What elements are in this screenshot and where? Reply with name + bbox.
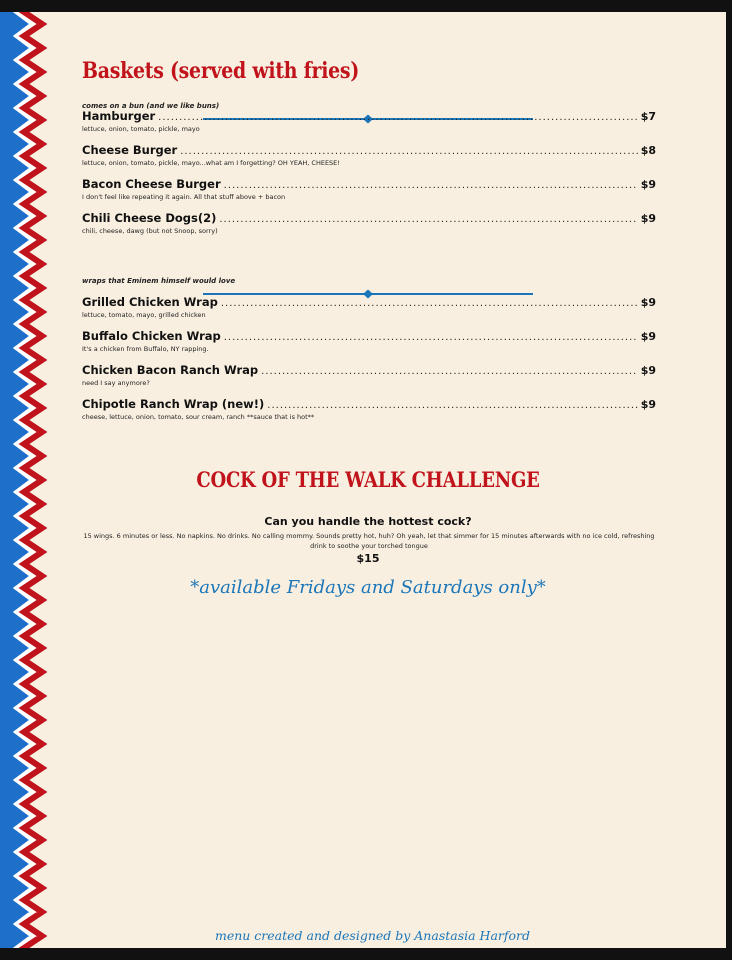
item-price: $8 [640,144,656,157]
menu-item-grilled-chicken-wrap [82,295,656,319]
menu-item-chili-cheese-dogs [82,211,656,235]
leader-dots [261,366,638,377]
item-name: Hamburger [82,109,156,123]
item-price: $9 [640,296,656,309]
zigzag-border [0,12,50,948]
item-price: $9 [640,398,656,411]
leader-dots [224,332,638,343]
item-name: Grilled Chicken Wrap [82,295,218,309]
item-name: Chili Cheese Dogs(2) [82,211,217,225]
item-description: I don't feel like repeating it again. All that stuff above + bacon [82,193,286,201]
item-name: Cheese Burger [82,143,178,157]
leader-dots [224,180,638,191]
baskets-title: Baskets (served with fries) [82,58,360,84]
baskets-tagline: comes on a bun (and we like buns) [82,102,220,110]
challenge-title: COCK OF THE WALK CHALLENGE [196,467,540,492]
item-price: $9 [640,212,656,225]
leader-dots [180,146,637,157]
menu-item-chicken-bacon-ranch-wrap [82,363,656,387]
challenge-price: $15 [356,552,380,565]
menu-item-buffalo-chicken-wrap [82,329,656,353]
challenge-description: 15 wings. 6 minutes or less. No napkins. No drinks. No calling mommy. Sounds pretty hot, huh? Oh yeah, let that simmer for 15 minutes afterwards with no ice cold, refreshing drink to soothe your torched tongue [83,532,655,550]
availability-note: *available Fridays and Saturdays only* [190,577,546,598]
menu-page [0,12,726,948]
menu-item-cheese-burger [82,143,656,167]
menu-item-bacon-cheese-burger [82,177,656,201]
challenge-question: Can you handle the hottest cock? [264,515,472,528]
item-description: It's a chicken from Buffalo, NY rapping. [82,345,209,353]
menu-item-chipotle-ranch-wrap [82,397,656,421]
item-name: Chipotle Ranch Wrap (new!) [82,397,265,411]
item-description: chili, cheese, dawg (but not Snoop, sorry) [82,227,218,235]
designer-credit: menu created and designed by Anastasia Harford [214,928,530,943]
item-price: $9 [640,364,656,377]
item-price: $9 [640,178,656,191]
menu-item-hamburger [82,109,656,133]
item-price: $7 [640,110,656,123]
leader-dots [158,112,638,123]
item-description: cheese, lettuce, onion, tomato, sour cream, ranch **sauce that is hot** [82,413,315,421]
item-description: need I say anymore? [82,379,150,387]
item-description: lettuce, onion, tomato, pickle, mayo [82,125,200,133]
leader-dots [221,298,638,309]
leader-dots [267,400,637,411]
item-name: Bacon Cheese Burger [82,177,221,191]
wraps-tagline: wraps that Eminem himself would love [82,277,236,285]
item-name: Chicken Bacon Ranch Wrap [82,363,259,377]
item-description: lettuce, onion, tomato, pickle, mayo...what am I forgetting? OH YEAH, CHEESE! [82,159,340,167]
item-name: Buffalo Chicken Wrap [82,329,221,343]
item-description: lettuce, tomato, mayo, grilled chicken [82,311,206,319]
leader-dots [219,214,637,225]
item-price: $9 [640,330,656,343]
